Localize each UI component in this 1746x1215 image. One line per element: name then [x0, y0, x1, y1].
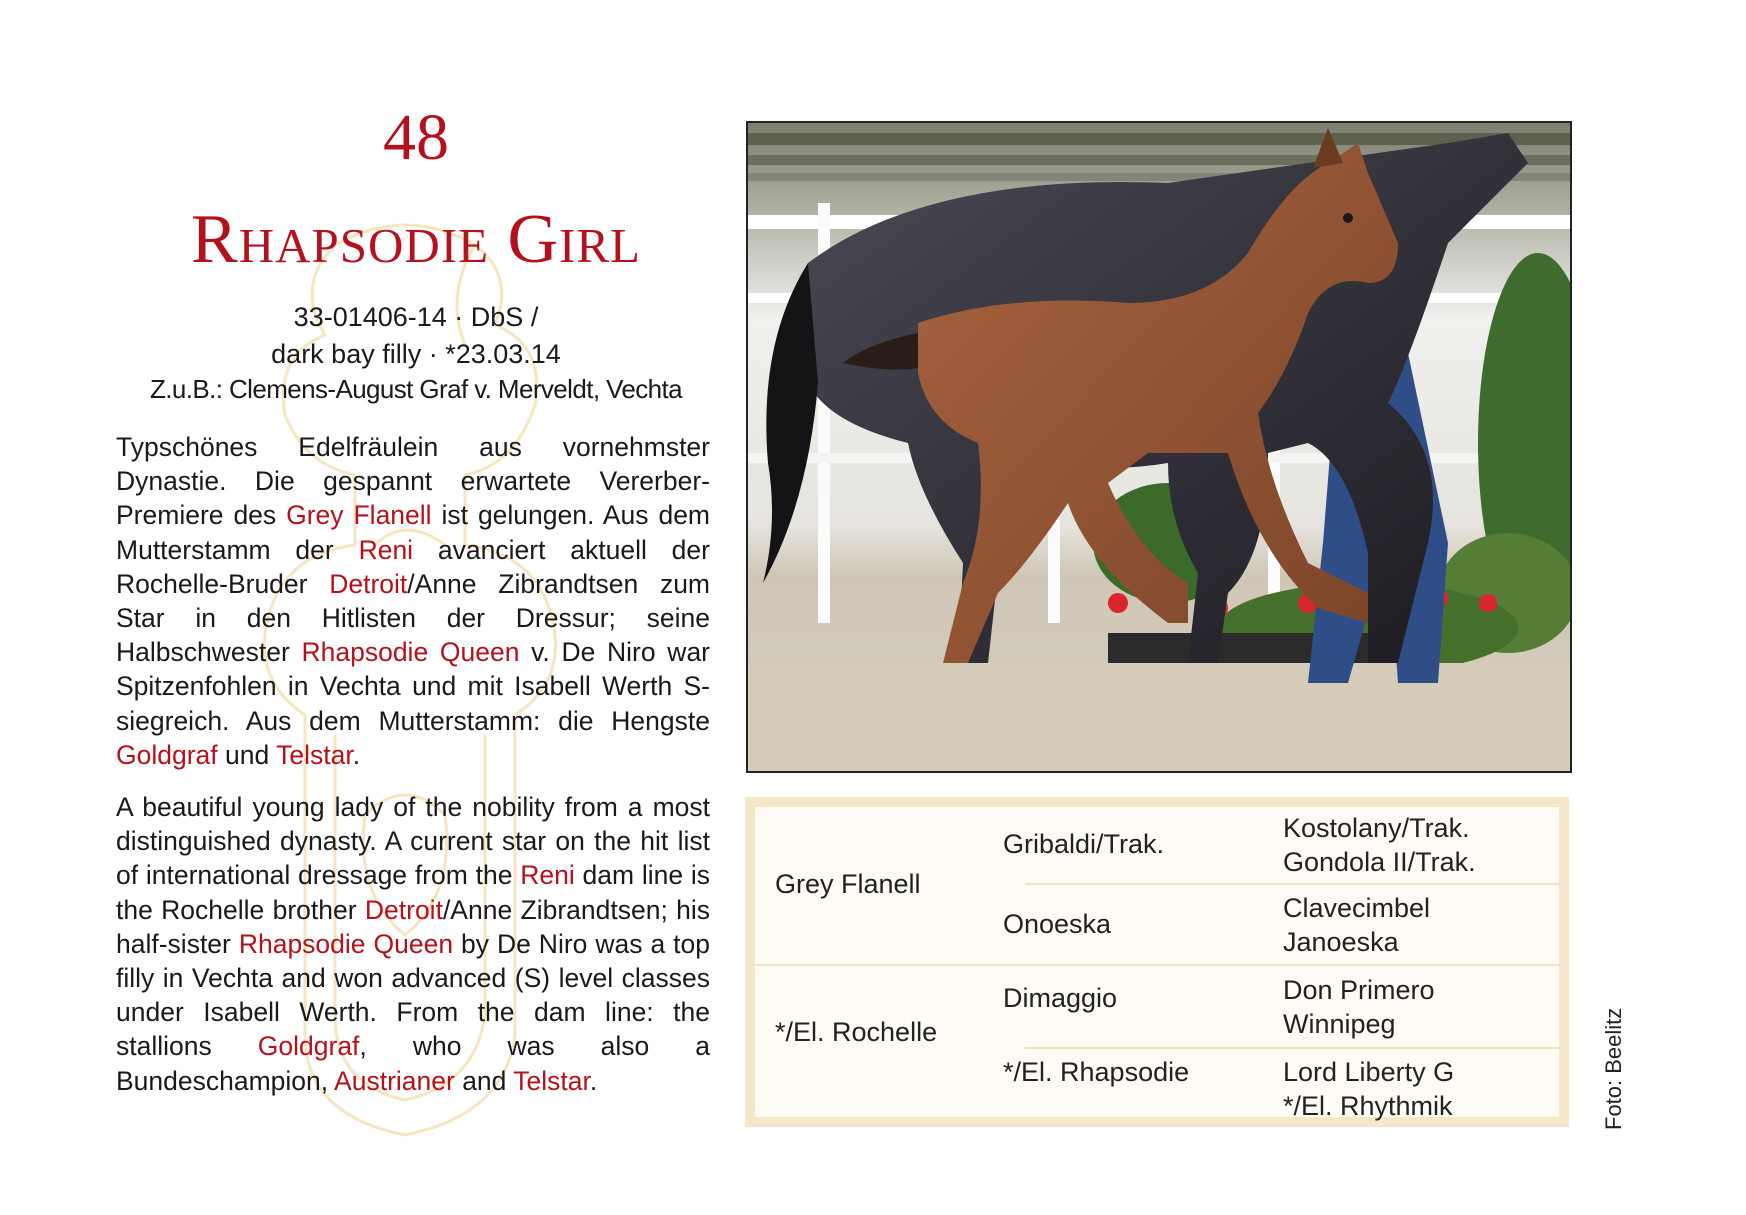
breeder-line: Z.u.B.: Clemens-August Graf v. Merveldt, Vechta	[150, 374, 682, 404]
pedigree-ggp: Lord Liberty G	[1283, 1057, 1455, 1087]
pedigree-ggp: Kostolany/Trak.	[1283, 813, 1470, 843]
pedigree-ggp: Winnipeg	[1283, 1009, 1396, 1039]
horse-photo	[746, 121, 1572, 773]
pedigree-link-detroit: Detroit	[364, 894, 443, 925]
pedigree-link-goldgraf: Goldgraf	[257, 1031, 360, 1062]
pedigree-ggp: Janoeska	[1283, 927, 1399, 957]
pedigree-ggp: Gondola II/Trak.	[1283, 847, 1476, 877]
pedigree-link-reni: Reni	[520, 860, 575, 891]
pedigree-link-goldgraf: Goldgraf	[116, 739, 218, 770]
pedigree-sire: Grey Flanell	[775, 869, 921, 899]
english-description: A beautiful young lady of the nobility from a most distinguished dynasty. A current star on the hit list of international dressage from the Reni dam line is the Rochelle brother Detroit/Anne Zibrandtsen; his half-sister Rhapsodie Queen by De Niro was a top filly in Vechta and won advanced (S) level classes under Isabell Werth. From the dam line: the stallions Goldgraf, who was also a Bundeschampion, Austrianer and Telstar.	[116, 792, 711, 1096]
pedigree-link-grey-flanell: Grey Flanell	[286, 500, 432, 531]
horse-name: Rhapsodie Girl	[191, 201, 641, 278]
pedigree-dam: */El. Rochelle	[775, 1017, 938, 1047]
pedigree-sire-sire: Gribaldi/Trak.	[1003, 829, 1165, 859]
pedigree-link-telstar: Telstar	[276, 739, 353, 770]
pedigree-panel	[755, 807, 1559, 1121]
pedigree-link-rhapsodie-queen: Rhapsodie Queen	[301, 637, 520, 668]
german-description: Typschönes Edelfräulein aus vornehmster Dynastie. Die gespannt erwartete Vererber-Premiere des Grey Flanell ist gelungen. Aus dem Mutterstamm der Reni avanciert aktuell der Rochelle-Bruder Detroit/Anne Zibrandtsen zum Star in den Hitlisten der Dressur; seine Halbschwester Rhapsodie Queen v. De Niro war Spitzenfohlen in Vechta und mit Isabell Werth S-siegreich. Aus dem Mutterstamm: die Hengste Goldgraf und Telstar.	[116, 432, 711, 770]
registration-line: 33-01406-14 · DbS /	[293, 302, 539, 332]
photo-credit: Foto: Beelitz	[1601, 1007, 1626, 1130]
pedigree-dam-dam: */El. Rhapsodie	[1003, 1057, 1190, 1087]
pedigree-link-detroit: Detroit	[329, 568, 408, 599]
lot-number: 48	[383, 101, 449, 174]
pedigree-table	[745, 797, 1569, 1127]
pedigree-dam-sire: Dimaggio	[1003, 983, 1118, 1013]
pedigree-divider	[1025, 1047, 1559, 1049]
pedigree-link-telstar: Telstar	[513, 1065, 590, 1096]
pedigree-ggp: */El. Rhythmik	[1283, 1091, 1453, 1121]
description-line: dark bay filly · *23.03.14	[271, 339, 561, 369]
pedigree-ggp: Don Primero	[1283, 975, 1435, 1005]
pedigree-link-austrianer: Austrianer	[334, 1065, 455, 1096]
pedigree-sire-dam: Onoeska	[1003, 909, 1112, 939]
pedigree-link-reni: Reni	[358, 534, 414, 565]
pedigree-link-rhapsodie-queen: Rhapsodie Queen	[238, 928, 454, 959]
pedigree-divider	[755, 964, 1559, 966]
pedigree-ggp: Clavecimbel	[1283, 893, 1431, 923]
pedigree-divider	[1025, 883, 1559, 885]
